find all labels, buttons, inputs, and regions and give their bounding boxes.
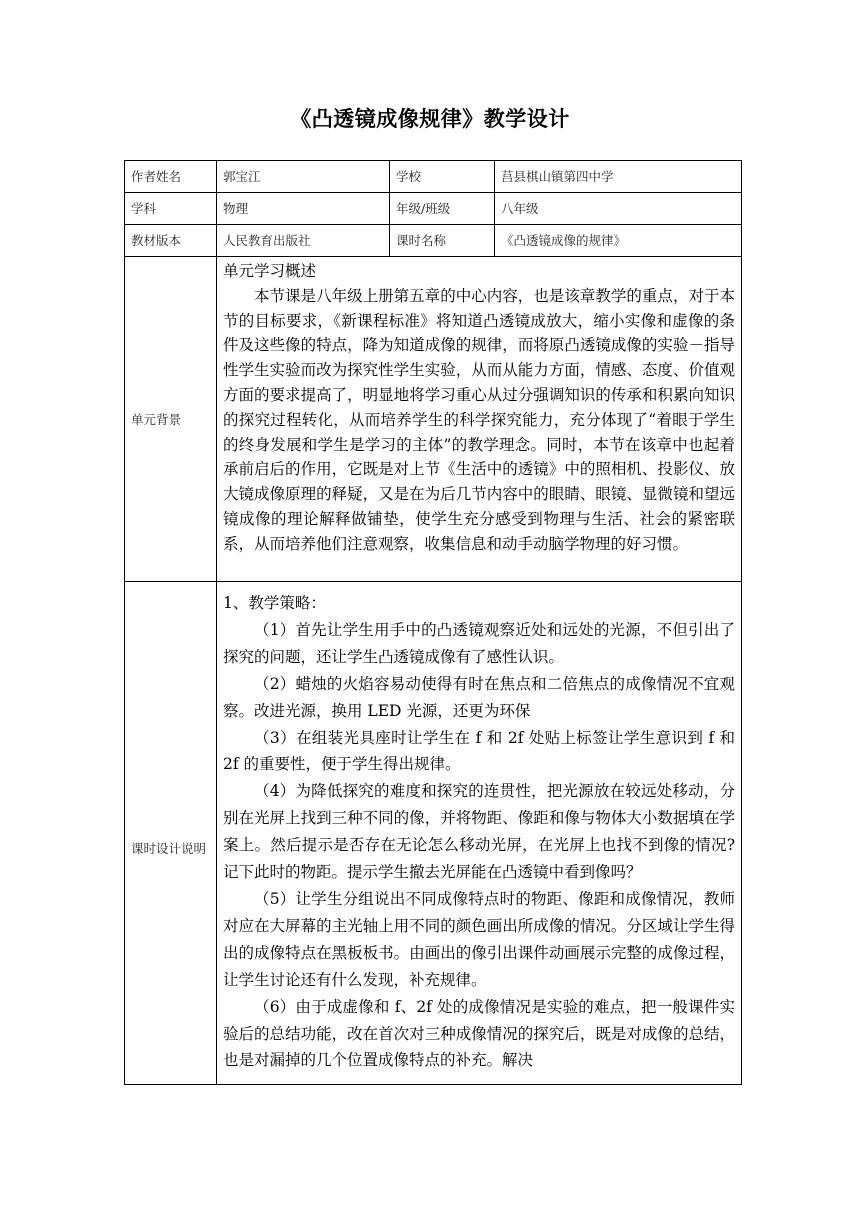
author-name-value: 郭宝江 [217,161,390,193]
strategy-item: （5）让学生分组说出不同成像特点时的物距、像距和成像情况，教师对应在大屏幕的主光轴上用不同的颜色画出所成像的情况。分区域让学生得出的成像特点在黑板板书。由画出的像引出课件动画展示完整的成像过程，让学生讨论还有什么发现，补充规律。 [223,889,735,989]
unit-overview-heading: 单元学习概述 [223,262,317,280]
unit-background-content [217,257,742,582]
school-label: 学校 [390,161,495,193]
grade-class-label: 年级/班级 [390,193,495,225]
strategy-item: （1）首先让学生用手中的凸透镜观察近处和远处的光源，不但引出了探究的问题，还让学生凸透镜成像有了感性认识。 [223,620,735,666]
unit-overview-text: 本节课是八年级上册第五章的中心内容，也是该章教学的重点，对于本节的目标要求，《新课程标准》将知道凸透镜成放大，缩小实像和虚像的条件及这些像的特点，降为知道成像的规律，而将原凸透镜成像的实验－指导性学生实验而改为探究性学生实验，从而从能力方面，情感、态度、价值观方面的要求提高了，明显地将学习重心从过分强调知识的传承和积累向知识的探究过程转化，从而培养学生的科学探究能力，充分体现了“着眼于学生的终身发展和学生是学习的主体”的教学理念。同时，本节在该章中也起着承前启后的作用，它既是对上节《生活中的透镜》中的照相机、投影仪、放大镜成像原理的释疑，又是在为后几节内容中的眼睛、眼镜、显微镜和望远镜成像的理论解释做铺垫，使学生充分感受到物理与生活、社会的紧密联系，从而培养他们注意观察，收集信息和动手动脑学物理的好习惯。 [223,286,735,553]
lesson-name-label: 课时名称 [390,225,495,257]
unit-background-label: 单元背景 [125,257,217,582]
textbook-version-label: 教材版本 [125,225,217,257]
lesson-design-row [125,582,742,1085]
strategy-item: （6）由于成虚像和 f、2f 处的成像情况是实验的难点，把一般课件实验后的总结功能，改在首次对三种成像情况的探究后，既是对成像的总结，也是对漏掉的几个位置成像特点的补充。解决 [223,997,735,1070]
grade-class-value: 八年级 [495,193,742,225]
strategy-heading: 1、教学策略： [223,594,326,612]
document-title: 《凸透镜成像规律》教学设计 [290,106,570,131]
strategy-item: （3）在组装光具座时让学生在 f 和 2f 处贴上标签让学生意识到 f 和 2f 的重要性，便于学生得出规律。 [223,728,735,774]
lesson-name-value: 《凸透镜成像的规律》 [495,225,742,257]
subject-value: 物理 [217,193,390,225]
table-row [125,161,742,193]
school-value: 莒县棋山镇第四中学 [495,161,742,193]
author-name-label: 作者姓名 [125,161,217,193]
lesson-design-label: 课时设计说明 [125,582,217,1085]
lesson-design-table [124,160,742,1085]
subject-label: 学科 [125,193,217,225]
table-row [125,225,742,257]
textbook-version-value: 人民教育出版社 [217,225,390,257]
table-row [125,193,742,225]
unit-background-row [125,257,742,582]
lesson-design-content [217,582,742,1085]
strategy-item: （4）为降低探究的难度和探究的连贯性，把光源放在较远处移动，分别在光屏上找到三种不同的像，并将物距、像距和像与物体大小数据填在学案上。然后提示是否存在无论怎么移动光屏，在光屏上也找不到像的情况?记下此时的物距。提示学生撤去光屏能在凸透镜中看到像吗？ [223,782,735,882]
strategy-item: （2）蜡烛的火焰容易动使得有时在焦点和二倍焦点的成像情况不宜观察。改进光源，换用 LED 光源，还更为环保 [223,674,735,720]
